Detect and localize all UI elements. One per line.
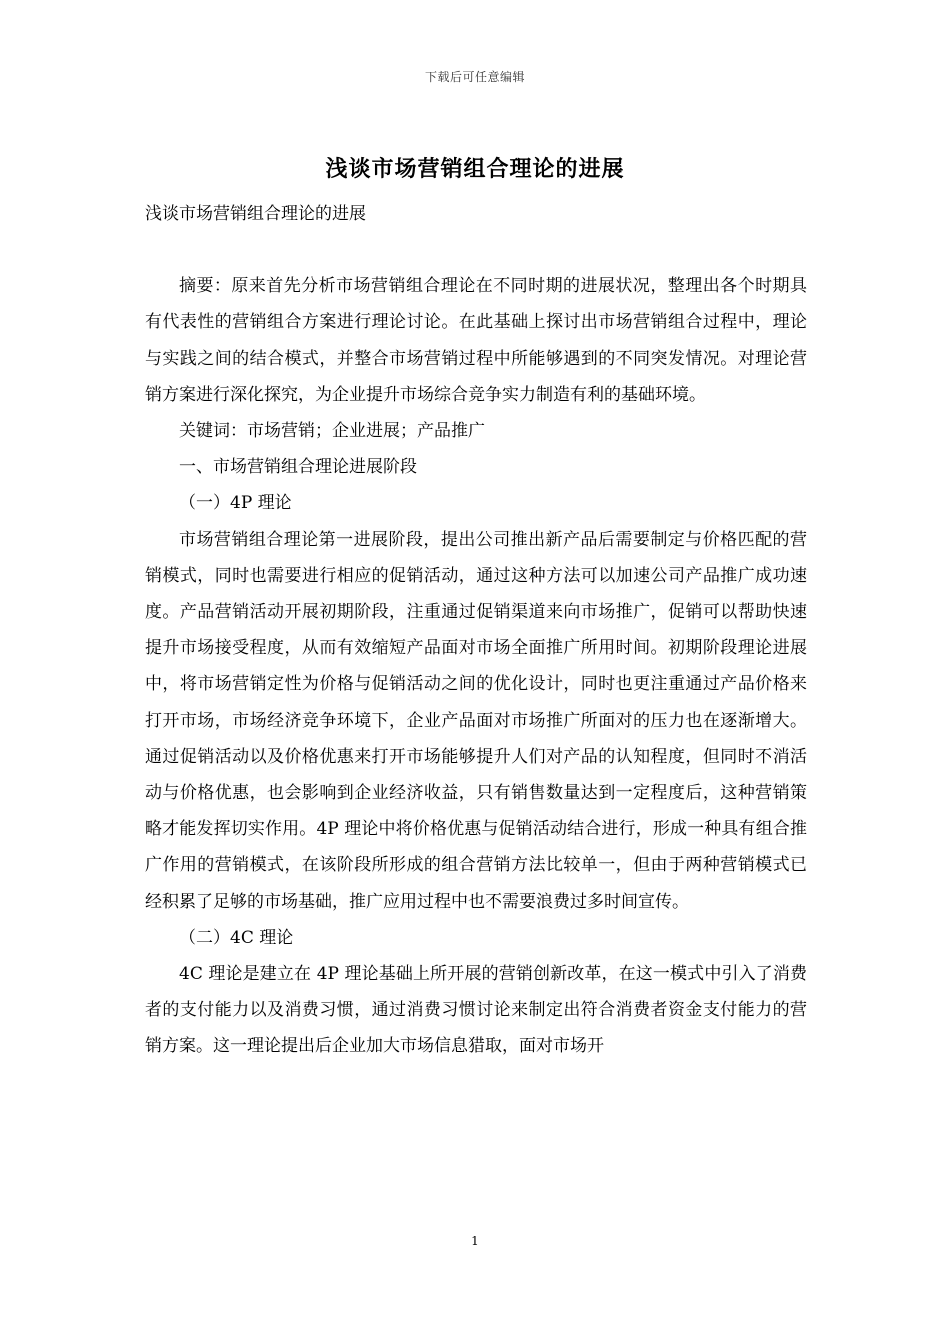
paragraph-4p-theory: 市场营销组合理论第一进展阶段，提出公司推出新产品后需要制定与价格匹配的营销模式，同时也需要进行相应的促销活动，通过这种方法可以加速公司产品推广成功速度。产品营销活动开展初期阶段，注重通过促销渠道来向市场推广，促销可以帮助快速提升市场接受程度，从而有效缩短产品面对市场全面推广所用时间。初期阶段理论进展中，将市场营销定性为价格与促销活动之间的优化设计，同时也更注重通过产品价格来打开市场，市场经济竞争环境下，企业产品面对市场推广所面对的压力也在逐渐增大。通过促销活动以及价格优惠来打开市场能够提升人们对产品的认知程度，但同时不消活动与价格优惠，也会影响到企业经济收益，只有销售数量达到一定程度后，这种营销策略才能发挥切实作用。4P 理论中将价格优惠与促销活动结合进行，形成一种具有组合推广作用的营销模式，在该阶段所形成的组合营销方法比较单一，但由于两种营销模式已经积累了足够的市场基础，推广应用过程中也不需要浪费过多时间宣传。 — [145, 529, 807, 912]
keywords-line: 关键词：市场营销；企业进展；产品推广 — [179, 421, 485, 442]
blank-line — [145, 232, 807, 268]
subsection-heading-4p: （一）4P 理论 — [179, 493, 292, 514]
abstract-paragraph: 摘要：原来首先分析市场营销组合理论在不同时期的进展状况，整理出各个时期具有代表性的营销组合方案进行理论讨论。在此基础上探讨出市场营销组合过程中，理论与实践之间的结合模式，并整合市场营销过程中所能够遇到的不同突发情况。对理论营销方案进行深化探究，为企业提升市场综合竞争实力制造有利的基础环境。 — [145, 276, 807, 405]
document-subtitle: 浅谈市场营销组合理论的进展 — [145, 204, 366, 224]
subsection-heading-4c: （二）4C 理论 — [179, 927, 294, 948]
section-heading-1: 一、市场营销组合理论进展阶段 — [179, 457, 417, 478]
document-body — [145, 196, 807, 1065]
paragraph-4c-theory: 4C 理论是建立在 4P 理论基础上所开展的营销创新改革，在这一模式中引入了消费者的支付能力以及消费习惯，通过消费习惯讨论来制定出符合消费者资金支付能力的营销方案。这一理论提出后企业加大市场信息猎取，面对市场开 — [145, 964, 807, 1057]
document-title: 浅谈市场营销组合理论的进展 — [325, 156, 625, 182]
page-number: 1 — [471, 1234, 479, 1248]
header-note: 下载后可任意编辑 — [424, 70, 525, 84]
